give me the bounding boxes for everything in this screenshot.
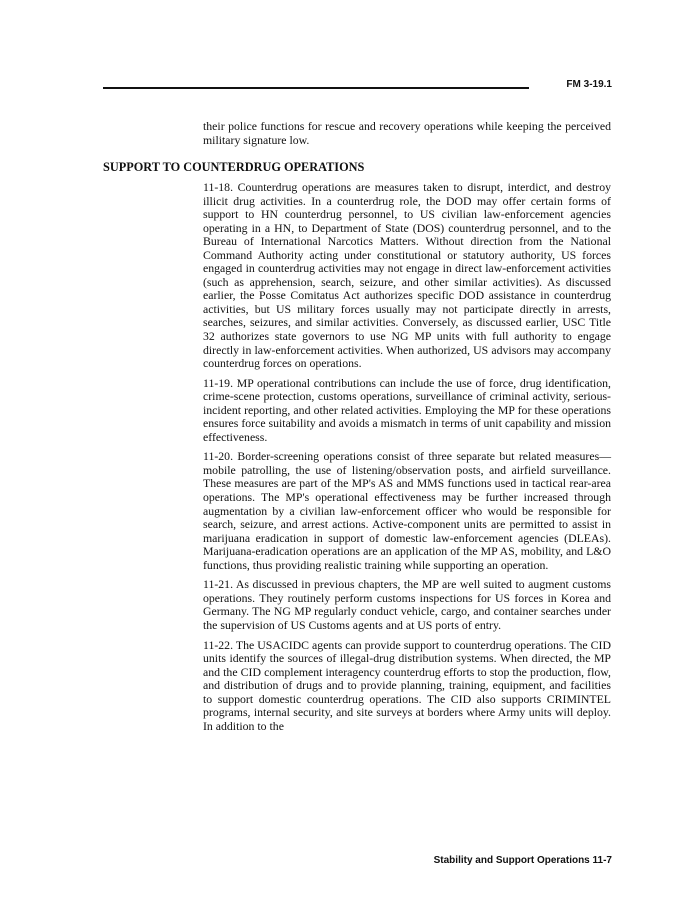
intro-text [203, 120, 611, 153]
paragraph-11-22: 11-22. The USACIDC agents can provide support to counterdrug operations. The CID units identify the sources of illegal-drug distribution systems. When directed, the MP and the CID complement interagency counterdrug efforts to stop the production, flow, and distribution of drugs and to provide planning, training, equipment, and facilities to support domestic counterdrug operations. The CID also supports CRIMINTEL programs, internal security, and site surveys at borders where Army units will deploy. In addition to the [203, 637, 611, 733]
paragraph-11-20: 11-20. Border-screening operations consist of three separate but related measures—mobile patrolling, the use of listening/observation posts, and airfield surveillance. These measures are part of the MP's AS and MMS functions used in tactical rear-area operations. The MP's operational effectiveness may be further increased through augmentation by a civilian law-enforcement officer who would be responsible for search, seizure, and arrest actions. Active-component units are permitted to assist in marijuana eradication in support of domestic law-enforcement agencies (DLEAs). Marijuana-eradication operations are an application of the MP AS, mobility, and L&O functions, thus providing realistic training while supporting an operation. [203, 449, 611, 572]
intro-paragraph: their police functions for rescue and recovery operations while keeping the perceived military signature low. [203, 119, 611, 147]
document-id: FM 3-19.1 [566, 79, 612, 90]
header-rule [103, 87, 529, 89]
paragraph-11-19: 11-19. MP operational contributions can include the use of force, drug identification, crime-scene protection, customs operations, surveillance of criminal activity, serious-incident reporting, and other related activities. Employing the MP for these operations ensures force suitability and avoids a mismatch in terms of unit capability and mission effectiveness. [203, 375, 611, 444]
paragraph-11-21: 11-21. As discussed in previous chapters, the MP are well suited to augment customs operations. They routinely perform customs inspections for US forces in Korea and Germany. The NG MP regularly conduct vehicle, cargo, and container searches under the supervision of US Customs agents and at US ports of entry. [203, 577, 611, 632]
page-footer: Stability and Support Operations 11-7 [433, 855, 612, 866]
section-body [203, 181, 611, 739]
section-heading: SUPPORT TO COUNTERDRUG OPERATIONS [103, 160, 365, 174]
paragraph-11-18: 11-18. Counterdrug operations are measures taken to disrupt, interdict, and destroy illicit drug activities. In a counterdrug role, the DOD may offer certain forms of support to HN counterdrug personnel, to US civilian law-enforcement agencies operating in a HN, to Department of State (DOS) counterdrug personnel, and to the Bureau of International Narcotics Matters. Without direction from the National Command Authority acting under constitutional or statutory authority, US forces engaged in counterdrug activities may not engage in direct law-enforcement activities (such as apprehension, search, seizure, and other similar activities). As discussed earlier, the Posse Comitatus Act authorizes specific DOD assistance in counterdrug activities, but US military forces usually may not participate directly in arrests, searches, seizures, and similar activities. Conversely, as discussed earlier, USC Title 32 authorizes state governors to use NG MP units with full authority to engage directly in law-enforcement activities. When authorized, US advisors may accompany counterdrug forces on operations. [203, 180, 611, 371]
